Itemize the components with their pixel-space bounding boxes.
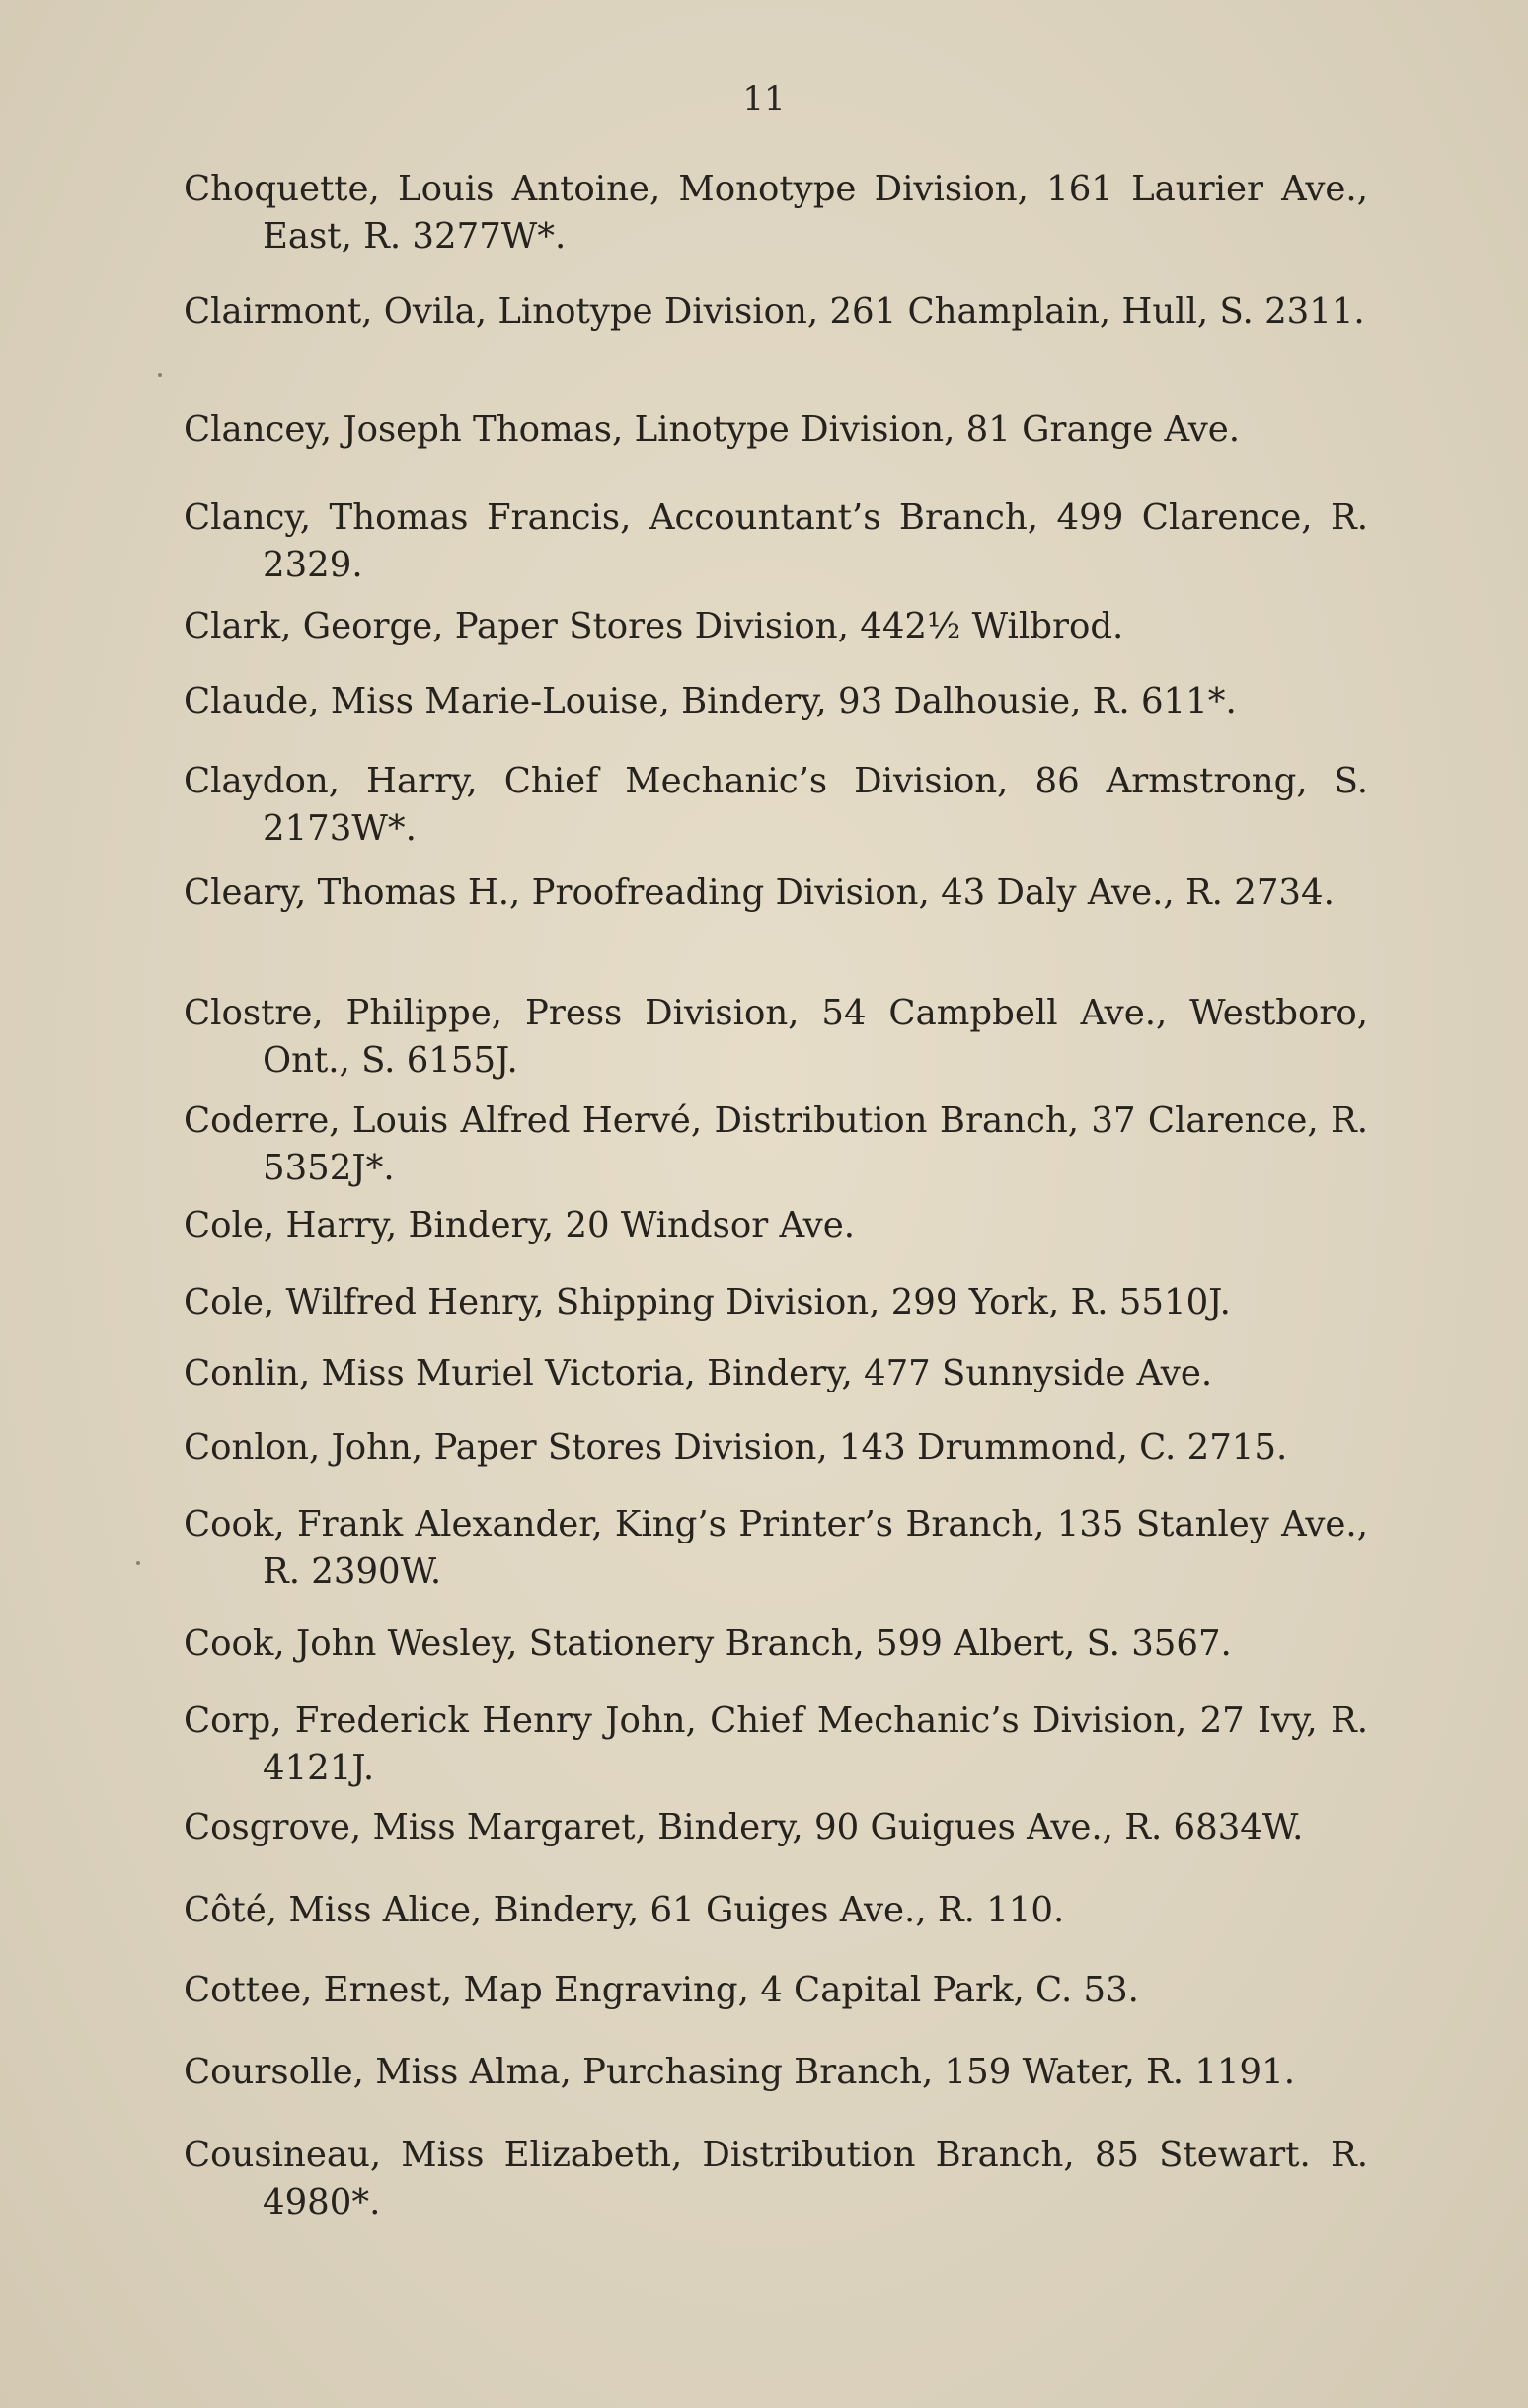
directory-entry: Cleary, Thomas H., Proofreading Division, 43 Daly Ave., R. 2734. xyxy=(184,872,1335,913)
directory-entry: Clark, George, Paper Stores Division, 442½ Wilbrod. xyxy=(184,606,1124,646)
directory-entry: Coderre, Louis Alfred Hervé, Distribution Branch, 37 Clarence, R. 5352J*. xyxy=(184,1100,1368,1188)
directory-entry: Cole, Wilfred Henry, Shipping Division, 299 York, R. 5510J. xyxy=(184,1282,1231,1322)
directory-entry: Clancey, Joseph Thomas, Linotype Division, 81 Grange Ave. xyxy=(184,410,1241,450)
directory-entry: Claude, Miss Marie-Louise, Bindery, 93 Dalhousie, R. 611*. xyxy=(184,681,1237,721)
directory-entry: Cook, Frank Alexander, King’s Printer’s Branch, 135 Stanley Ave., R. 2390W. xyxy=(184,1504,1368,1592)
directory-entry: Cosgrove, Miss Margaret, Bindery, 90 Guigues Ave., R. 6834W. xyxy=(184,1807,1304,1847)
page-number: 11 xyxy=(742,79,786,118)
directory-entry: Claydon, Harry, Chief Mechanic’s Division, 86 Armstrong, S. 2173W*. xyxy=(184,761,1368,849)
directory-entry: Clancy, Thomas Francis, Accountant’s Branch, 499 Clarence, R. 2329. xyxy=(184,497,1368,585)
directory-entry: Corp, Frederick Henry John, Chief Mechanic’s Division, 27 Ivy, R. 4121J. xyxy=(184,1700,1368,1788)
paper-speck xyxy=(136,1561,140,1565)
directory-entry: Côté, Miss Alice, Bindery, 61 Guiges Ave., R. 110. xyxy=(184,1890,1065,1930)
directory-entry: Cottee, Ernest, Map Engraving, 4 Capital Park, C. 53. xyxy=(184,1970,1139,2010)
directory-entry: Coursolle, Miss Alma, Purchasing Branch, 159 Water, R. 1191. xyxy=(184,2052,1295,2092)
directory-entry: Clairmont, Ovila, Linotype Division, 261 Champlain, Hull, S. 2311. xyxy=(184,291,1365,332)
directory-entry: Clostre, Philippe, Press Division, 54 Campbell Ave., Westboro, Ont., S. 6155J. xyxy=(184,993,1368,1081)
directory-entry: Choquette, Louis Antoine, Monotype Division, 161 Laurier Ave., East, R. 3277W*. xyxy=(184,169,1368,257)
directory-entry: Cook, John Wesley, Stationery Branch, 599 Albert, S. 3567. xyxy=(184,1623,1232,1664)
paper-speck xyxy=(158,373,162,377)
directory-entry: Cole, Harry, Bindery, 20 Windsor Ave. xyxy=(184,1205,856,1245)
directory-entry: Cousineau, Miss Elizabeth, Distribution Branch, 85 Stewart. R. 4980*. xyxy=(184,2135,1368,2222)
directory-entry: Conlon, John, Paper Stores Division, 143 Drummond, C. 2715. xyxy=(184,1427,1288,1467)
directory-entry: Conlin, Miss Muriel Victoria, Bindery, 477 Sunnyside Ave. xyxy=(184,1353,1213,1393)
